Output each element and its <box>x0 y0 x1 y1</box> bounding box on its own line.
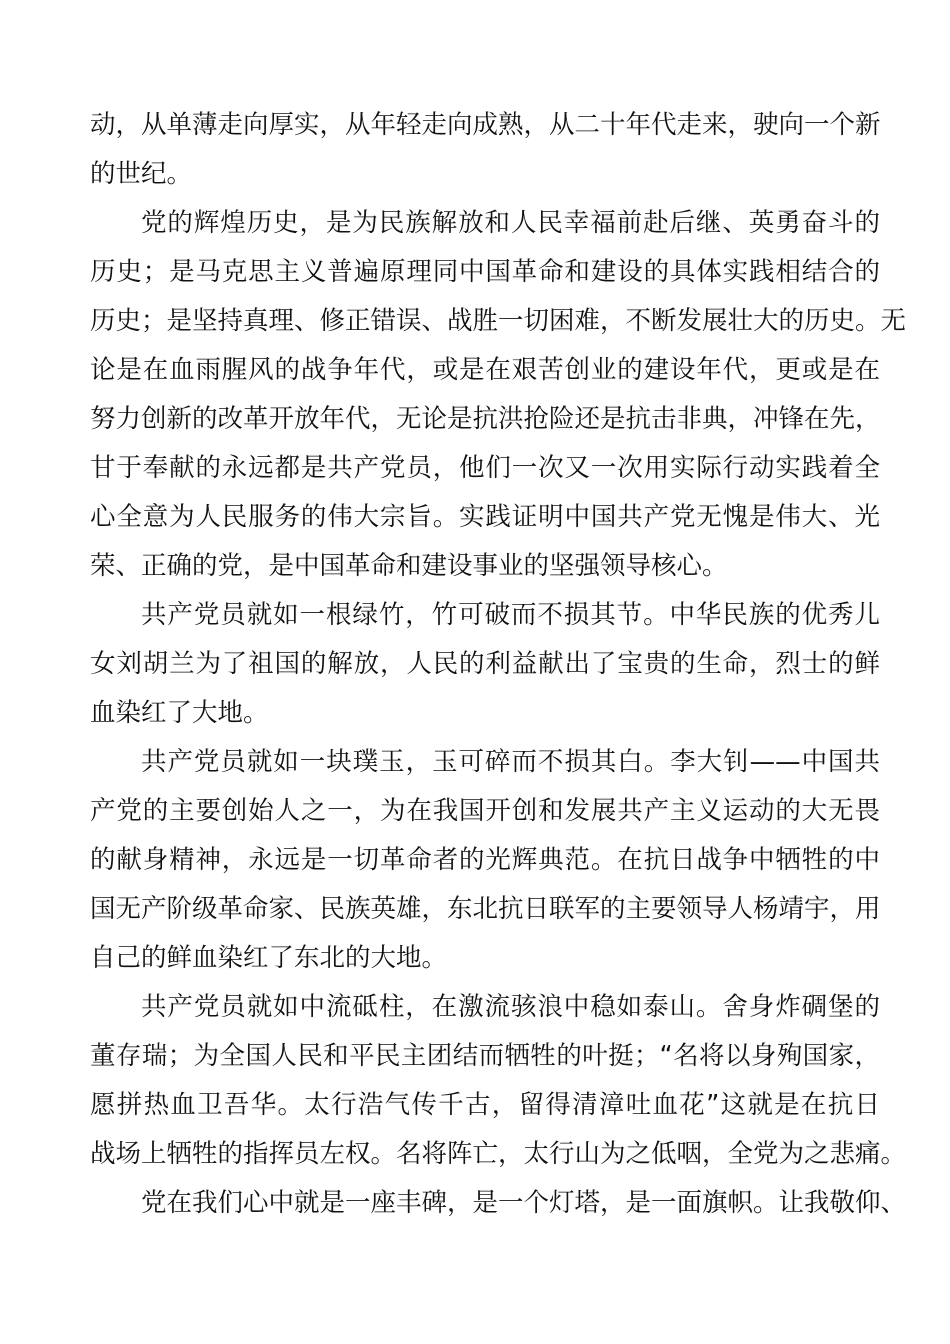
paragraph <box>90 591 880 738</box>
text-line: 党的辉煌历史，是为民族解放和人民幸福前赴后继、英勇奋斗的 <box>141 208 880 238</box>
text-line: 战场上牺牲的指挥员左权。名将阵亡，太行山为之低咽，全党为之悲痛。 <box>90 1139 907 1169</box>
text-line: 的献身精神，永远是一切革命者的光辉典范。在抗日战争中牺牲的中 <box>90 845 880 875</box>
text-line: 共产党员就如一根绿竹，竹可破而不损其节。中华民族的优秀儿 <box>141 600 880 630</box>
paragraph <box>90 983 907 1179</box>
paragraph <box>90 199 907 591</box>
text-line: 共产党员就如中流砥柱，在激流骇浪中稳如泰山。舍身炸碉堡的 <box>141 992 880 1022</box>
text-line: 国无产阶级革命家、民族英雄，东北抗日联军的主要领导人杨靖宇，用 <box>90 894 881 924</box>
text-line: 心全意为人民服务的伟大宗旨。实践证明中国共产党无愧是伟大、光 <box>90 502 880 532</box>
document-page <box>90 101 907 1228</box>
text-line: 自己的鲜血染红了东北的大地。 <box>90 943 448 973</box>
text-line: 愿拼热血卫吾华。太行浩气传千古，留得清漳吐血花”这就是在抗日 <box>90 1090 880 1120</box>
text-line: 历史；是马克思主义普遍原理同中国革命和建设的具体实践相结合的 <box>90 257 880 287</box>
text-line: 荣、正确的党，是中国革命和建设事业的坚强领导核心。 <box>90 551 728 581</box>
paragraph <box>90 101 880 199</box>
text-line: 甘于奉献的永远都是共产党员，他们一次又一次用实际行动实践着全 <box>90 453 880 483</box>
text-line: 血染红了大地。 <box>90 698 269 728</box>
text-line: 产党的主要创始人之一，为在我国开创和发展共产主义运动的大无畏 <box>90 796 880 826</box>
text-line: 历史；是坚持真理、修正错误、战胜一切困难，不断发展壮大的历史。无 <box>90 306 907 336</box>
text-line: 论是在血雨腥风的战争年代，或是在艰苦创业的建设年代，更或是在 <box>90 355 880 385</box>
text-line: 女刘胡兰为了祖国的解放，人民的利益献出了宝贵的生命，烈士的鲜 <box>90 649 880 679</box>
text-line: 的世纪。 <box>90 159 193 189</box>
text-line: 共产党员就如一块璞玉，玉可碎而不损其白。李大钊——中国共 <box>141 747 880 777</box>
paragraph <box>90 1179 907 1228</box>
text-line: 董存瑞；为全国人民和平民主团结而牺牲的叶挺；“名将以身殉国家， <box>90 1041 880 1071</box>
paragraph <box>90 738 880 983</box>
text-line: 动，从单薄走向厚实，从年轻走向成熟，从二十年代走来，驶向一个新 <box>90 110 881 140</box>
text-line: 党在我们心中就是一座丰碑，是一个灯塔，是一面旗帜。让我敬仰、 <box>141 1188 907 1218</box>
text-line: 努力创新的改革开放年代，无论是抗洪抢险还是抗击非典，冲锋在先， <box>90 404 881 434</box>
